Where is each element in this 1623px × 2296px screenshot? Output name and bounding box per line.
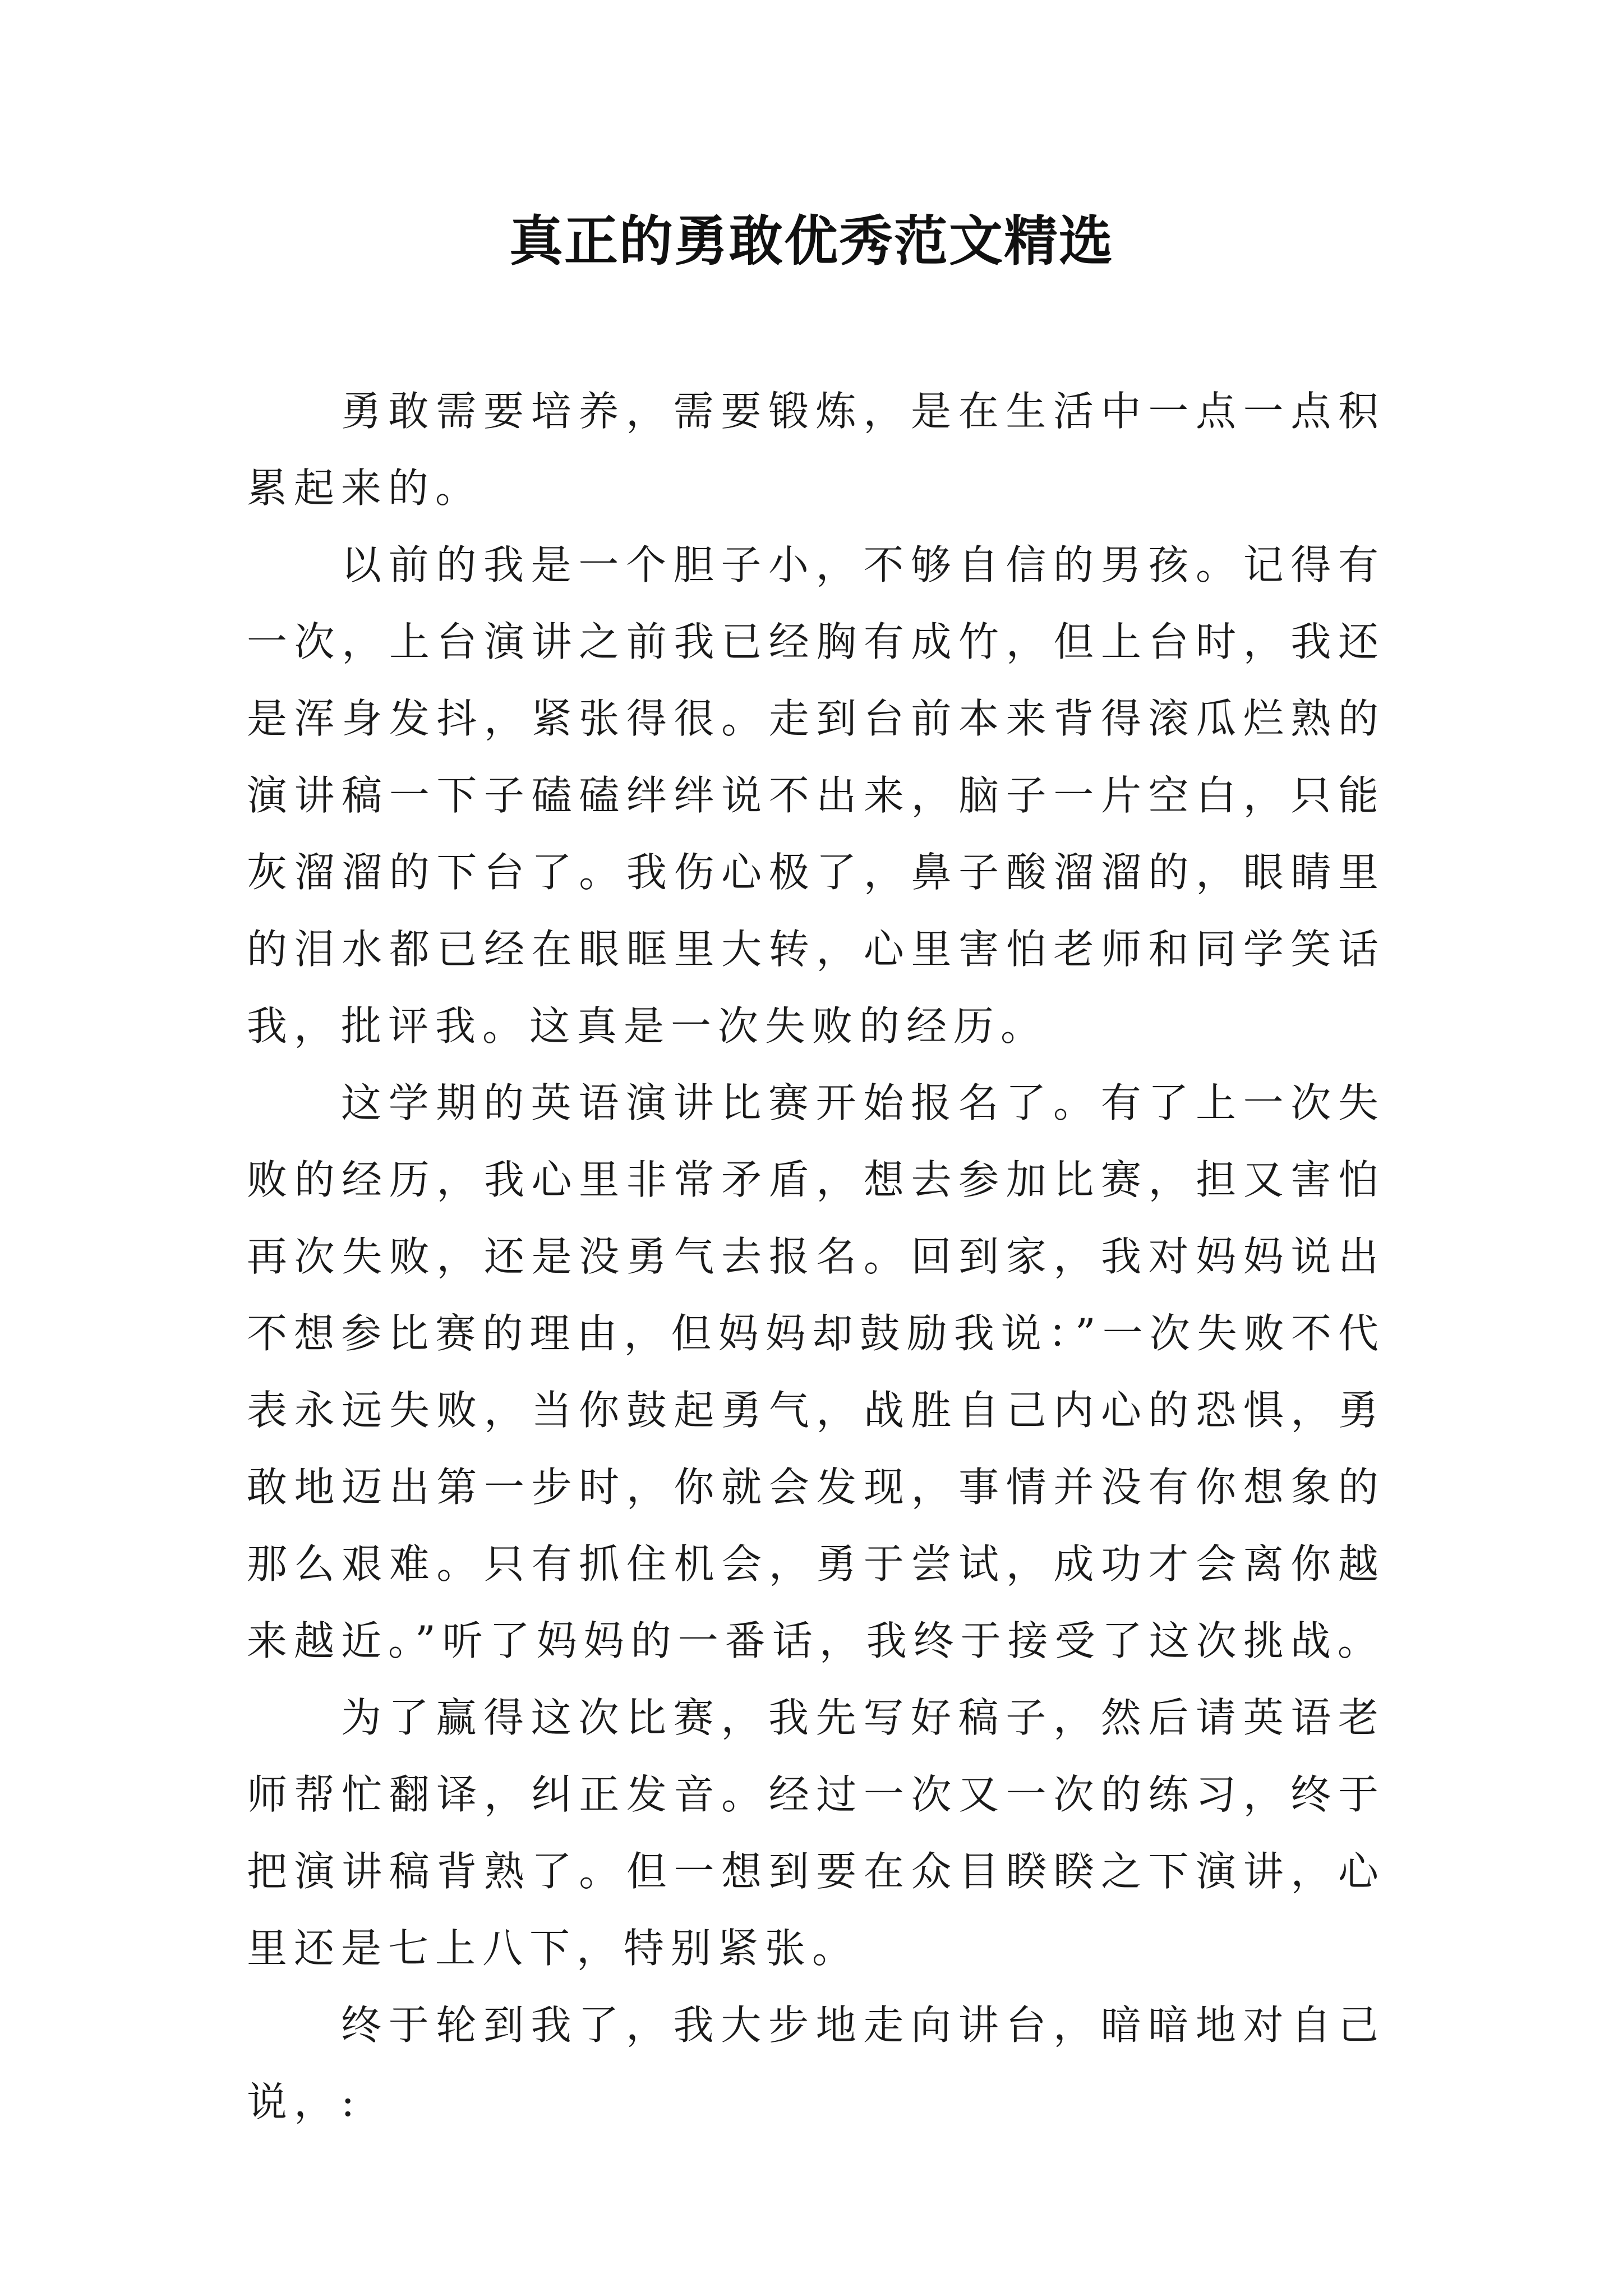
paragraph-1: 勇敢需要培养，需要锻炼，是在生活中一点一点积累起来的。 xyxy=(247,388,1385,512)
paragraph-2: 以前的我是一个胆子小，不够自信的男孩。记得有一次，上台演讲之前我已经胸有成竹，但上台时，我还是浑身发抖，紧张得很。走到台前本来背得滚瓜烂熟的演讲稿一下子磕磕绊绊说不出来，脑子一片空白，只能灰溜溜的下台了。我伤心极了，鼻子酸溜溜的，眼睛里的泪水都已经在眼眶里大转，心里害怕老师和同学笑话我，批评我。这真是一次失败的经历。 xyxy=(247,541,1385,1050)
document-body xyxy=(247,373,1385,2141)
document-title: 真正的勇敢优秀范文精选 xyxy=(509,209,1114,273)
paragraph-3: 这学期的英语演讲比赛开始报名了。有了上一次失败的经历，我心里非常矛盾，想去参加比赛，担又害怕再次失败，还是没勇气去报名。回到家，我对妈妈说出不想参比赛的理由，但妈妈却鼓励我说：”一次失败不代表永远失败，当你鼓起勇气，战胜自己内心的恐惧，勇敢地迈出第一步时，你就会发现，事情并没有你想象的那么艰难。只有抓住机会，勇于尝试，成功才会离你越来越近。”听了妈妈的一番话，我终于接受了这次挑战。 xyxy=(247,1079,1385,1664)
paragraph-4: 为了赢得这次比赛，我先写好稿子，然后请英语老师帮忙翻译，纠正发音。经过一次又一次的练习，终于把演讲稿背熟了。但一想到要在众目睽睽之下演讲，心里还是七上八下，特别紧张。 xyxy=(247,1694,1385,1972)
paragraph-5: 终于轮到我了，我大步地走向讲台，暗暗地对自己说，: xyxy=(247,2001,1385,2125)
